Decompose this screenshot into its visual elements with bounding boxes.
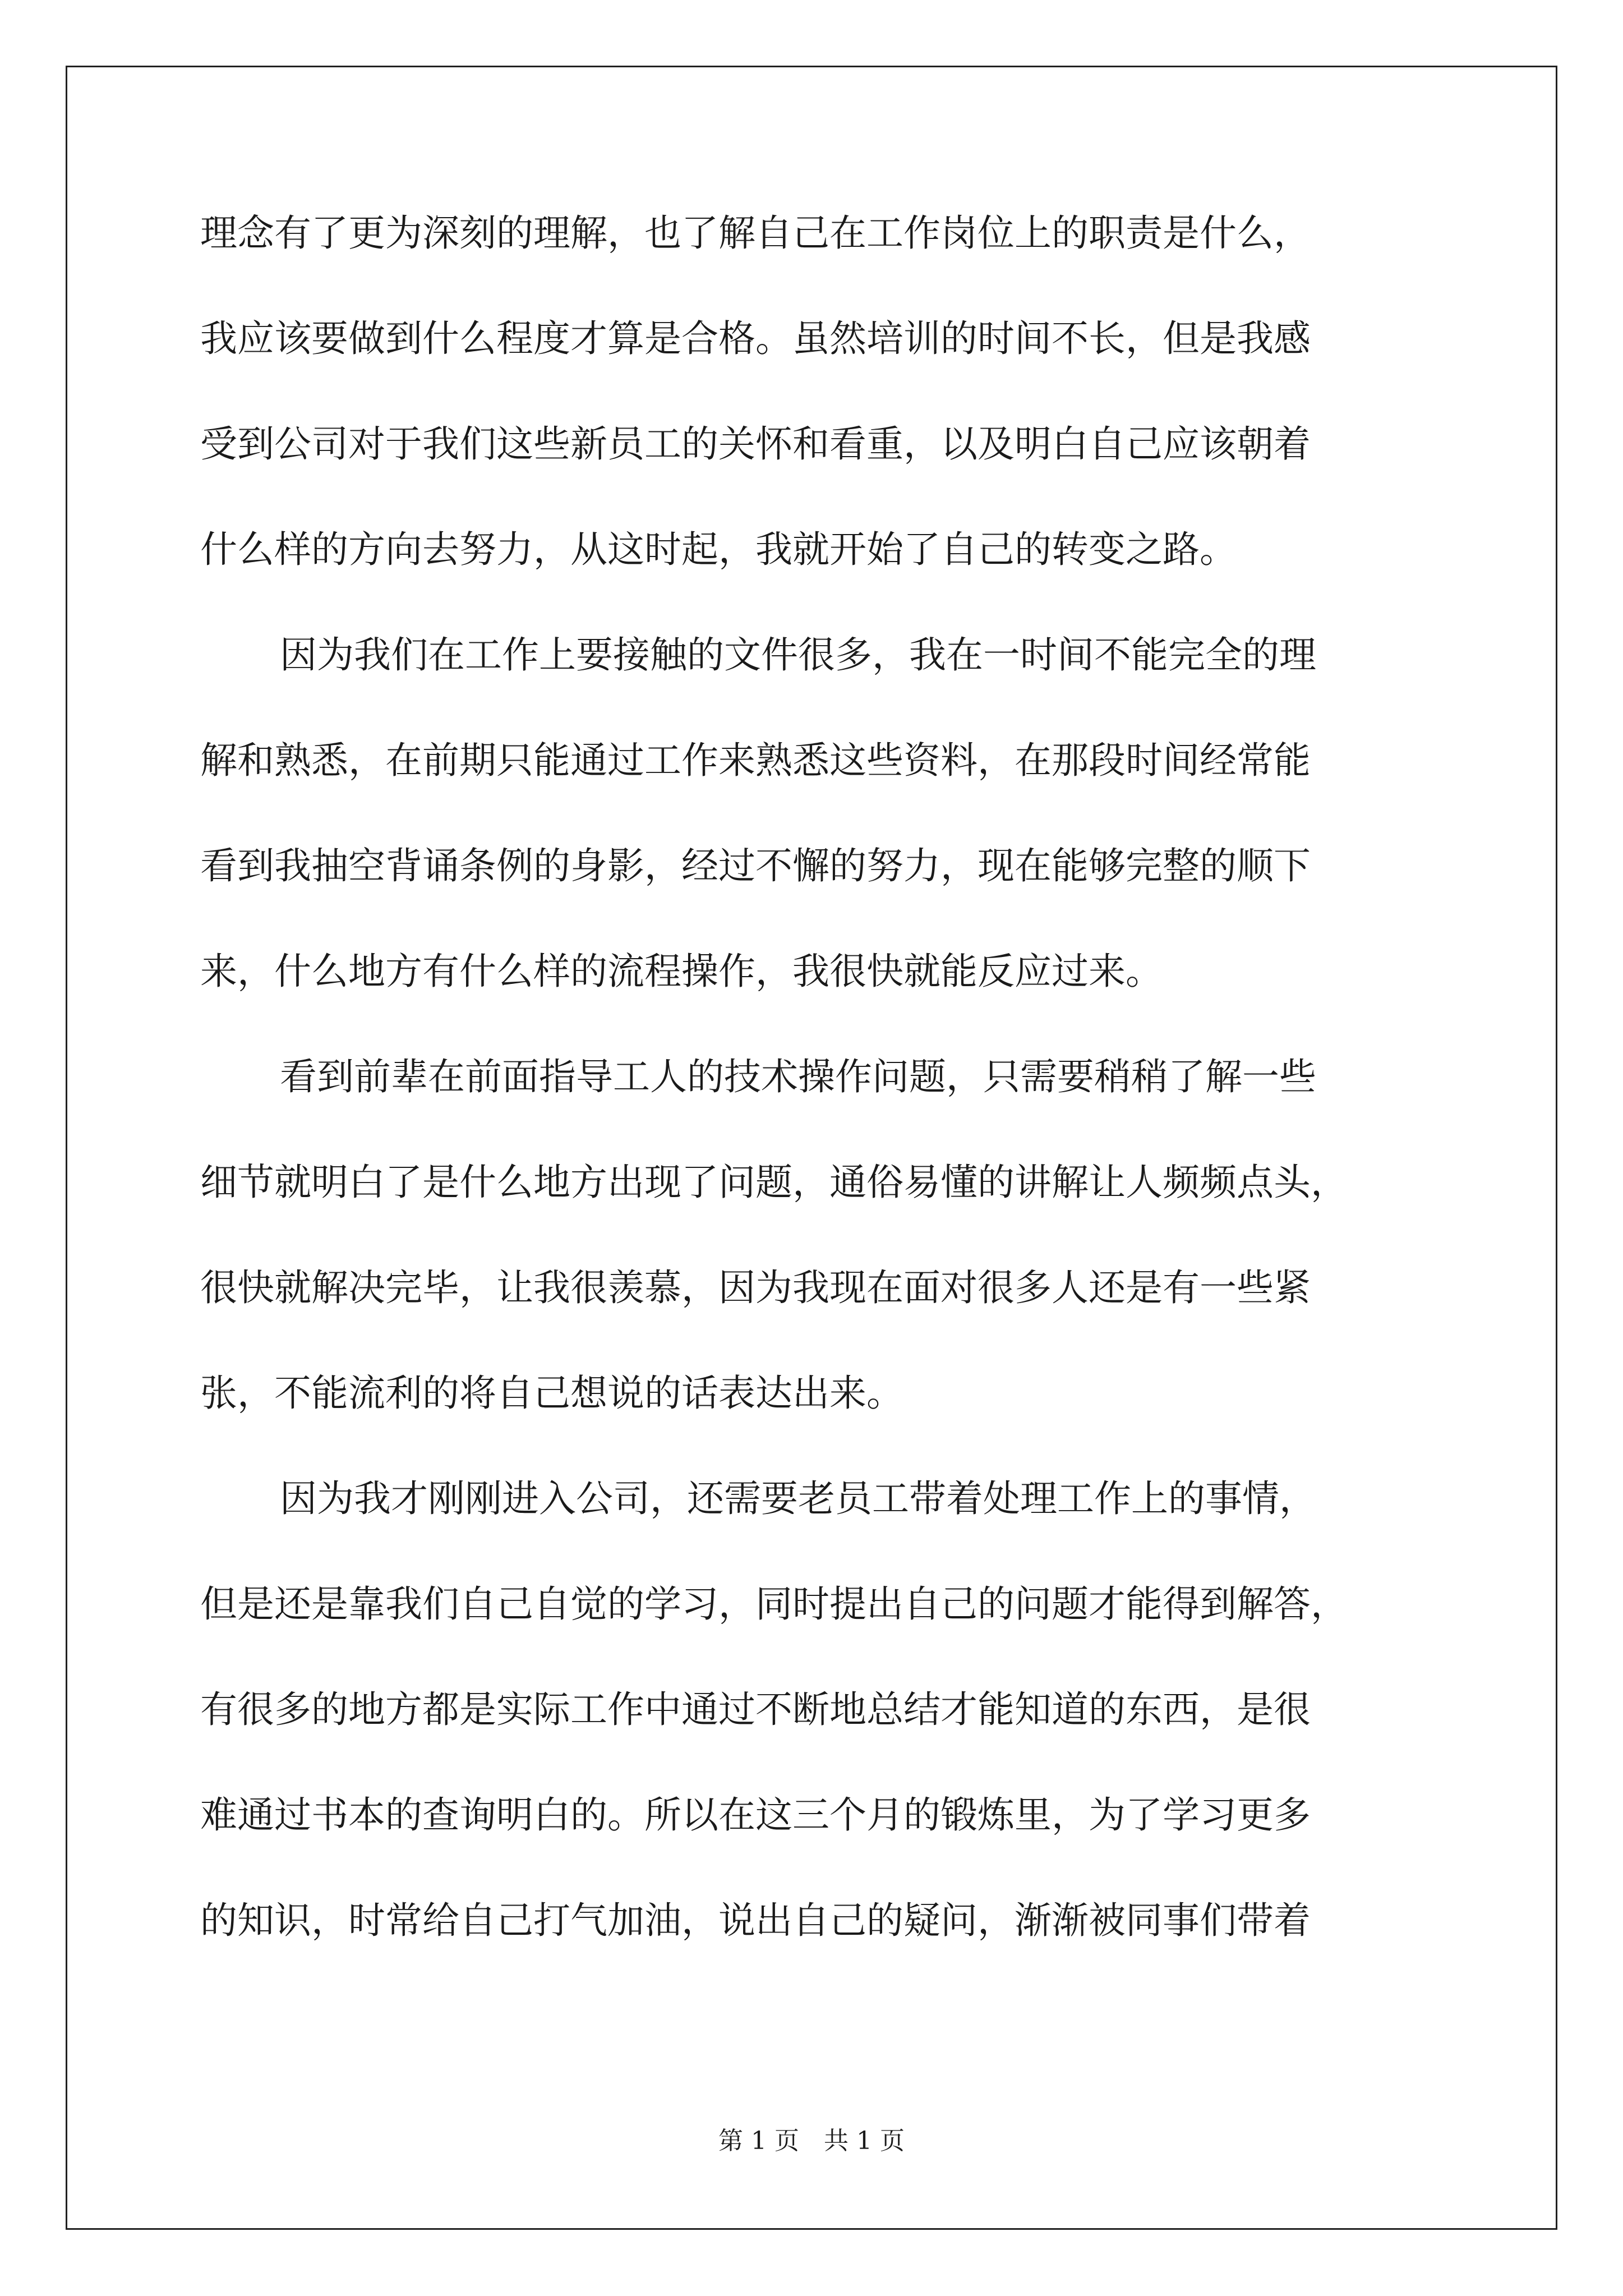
text-line: 细节就明白了是什么地方出现了问题，通俗易懂的讲解让人频频点头， [200,1161,1348,1204]
document-body [200,209,1428,2001]
page-footer: 第 1 页 共 1 页 [718,2127,905,2155]
text-line: 的知识，时常给自己打气加油，说出自己的疑问，渐渐被同事们带着 [200,1899,1311,1942]
paragraph-start-line: 看到前辈在前面指导工人的技术操作问题，只需要稍稍了解一些 [280,1055,1316,1098]
paragraph-start-line: 因为我们在工作上要接触的文件很多，我在一时间不能完全的理 [280,633,1316,677]
text-line: 我应该要做到什么程度才算是合格。虽然培训的时间不长，但是我感 [200,317,1311,360]
text-line: 看到我抽空背诵条例的身影，经过不懈的努力，现在能够完整的顺下 [200,844,1311,887]
text-line: 受到公司对于我们这些新员工的关怀和看重，以及明白自己应该朝着 [200,422,1311,466]
text-line: 解和熟悉，在前期只能通过工作来熟悉这些资料，在那段时间经常能 [200,739,1311,782]
text-line: 有很多的地方都是实际工作中通过不断地总结才能知道的东西，是很 [200,1688,1311,1731]
text-line: 来，什么地方有什么样的流程操作，我很快就能反应过来。 [200,950,1163,993]
paragraph-start-line: 因为我才刚刚进入公司，还需要老员工带着处理工作上的事情， [280,1477,1316,1520]
text-line: 理念有了更为深刻的理解，也了解自己在工作岗位上的职责是什么， [200,211,1311,255]
text-line: 很快就解决完毕，让我很羡慕，因为我现在面对很多人还是有一些紧 [200,1266,1311,1309]
text-line: 什么样的方向去努力，从这时起，我就开始了自己的转变之路。 [200,528,1237,571]
text-line: 张，不能流利的将自己想说的话表达出来。 [200,1372,903,1415]
text-line: 但是还是靠我们自己自觉的学习，同时提出自己的问题才能得到解答， [200,1582,1348,1626]
text-line: 难通过书本的查询明白的。所以在这三个月的锻炼里，为了学习更多 [200,1793,1311,1837]
